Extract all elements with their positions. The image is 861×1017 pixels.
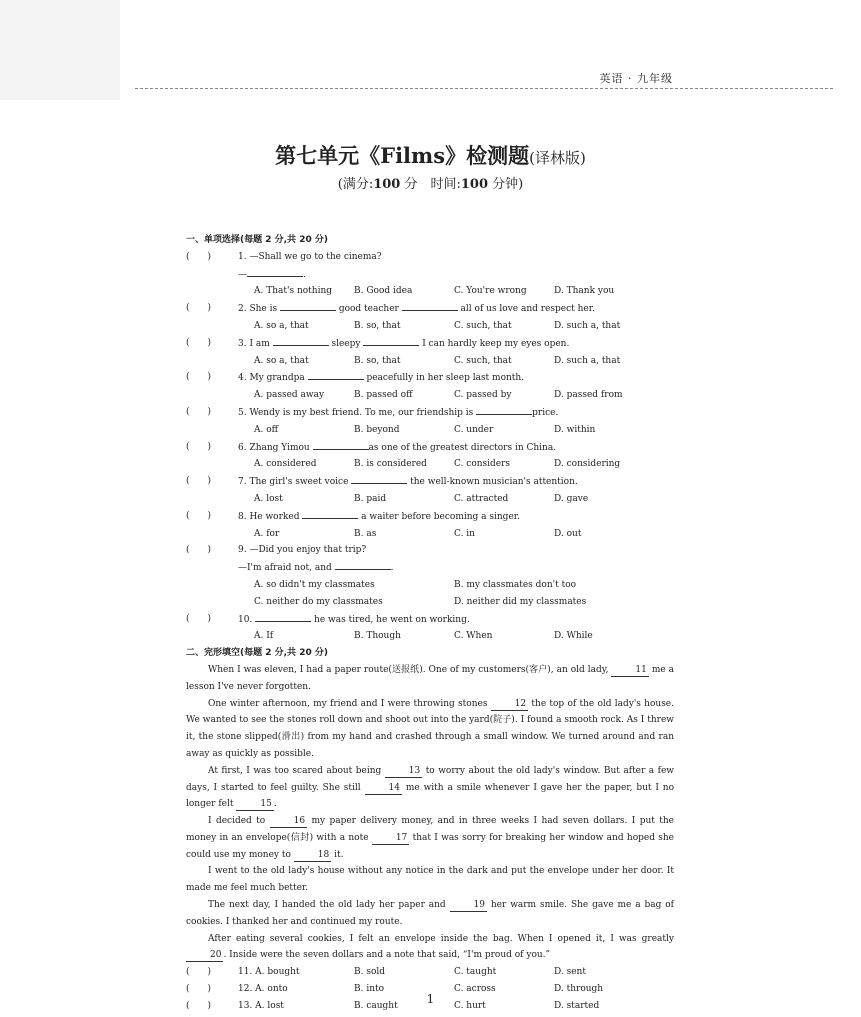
option-c[interactable]: C. You're wrong	[454, 286, 527, 297]
title-edition: (译林版)	[529, 149, 586, 167]
option-c[interactable]: C. considers	[454, 459, 511, 470]
question-6: ( ) 6. Zhang Yimou as one of the greatest directors in China.	[186, 439, 674, 457]
option-a[interactable]: A. off	[254, 424, 279, 435]
answer-paren[interactable]: ( )	[186, 984, 212, 995]
page-corner-shade	[0, 0, 120, 100]
option-c[interactable]: C. across	[454, 984, 496, 995]
answer-blank[interactable]	[402, 300, 458, 311]
question-8: ( ) 8. He worked a waiter before becoming a singer.	[186, 508, 674, 526]
answer-paren[interactable]: ( )	[186, 1000, 212, 1011]
passage-paragraph-6: The next day, I handed the old lady her paper and 19 her warm smile. She gave me a bag of cookies. I thanked her and continued my route.	[186, 900, 674, 927]
answer-blank[interactable]	[335, 559, 391, 570]
option-c[interactable]: C. passed by	[454, 390, 512, 401]
option-a[interactable]: A. lost	[254, 493, 283, 504]
answer-paren[interactable]: ( )	[186, 476, 212, 487]
option-d[interactable]: D. neither did my classmates	[454, 596, 587, 607]
cloze-blank-16[interactable]: 16	[270, 815, 307, 828]
answer-paren[interactable]: ( )	[186, 545, 212, 556]
section-heading-1: 一、单项选择(每题 2 分,共 20 分)	[186, 235, 328, 245]
passage-paragraph-4: I decided to 16 my paper delivery money, and in three weeks I had seven dollars. I put the money in an envelope(信封) with a note 17 that I was sorry for breaking her window and hoped she could use my money to 18 it.	[186, 816, 675, 860]
passage-paragraph-3: At first, I was too scared about being 13 to worry about the old lady's window. But after a few days, I started to feel guilty. She still 14 me with a smile whenever I gave her the paper, but I no longer felt 15 .	[186, 765, 674, 810]
option-a[interactable]: A. so a, that	[254, 320, 309, 331]
option-b[interactable]: B. Good idea	[354, 286, 413, 297]
cloze-blank-19[interactable]: 19	[450, 899, 487, 912]
question-4: ( ) 4. My grandpa peacefully in her sleep last month.	[186, 369, 674, 387]
answer-paren[interactable]: ( )	[186, 251, 212, 262]
section-heading-2: 二、完形填空(每题 2 分,共 20 分)	[186, 648, 328, 659]
options-4	[186, 387, 674, 404]
question-10: ( ) 10. he was tired, he went on working.	[186, 611, 674, 629]
answer-blank[interactable]	[255, 611, 311, 622]
option-c[interactable]: C. attracted	[454, 493, 509, 504]
score-value: 100	[373, 177, 401, 192]
answer-blank[interactable]	[363, 335, 419, 346]
question-stem: 1. —Shall we go to the cinema?	[238, 251, 382, 262]
option-d[interactable]: D. While	[554, 631, 593, 642]
answer-paren[interactable]: ( )	[186, 441, 212, 452]
question-7: ( ) 7. The girl's sweet voice the well-known musician's attention.	[186, 473, 674, 491]
options-1	[186, 283, 674, 300]
option-d[interactable]: D. started	[554, 1000, 600, 1011]
options-10	[186, 628, 674, 645]
option-d[interactable]: D. passed from	[554, 390, 623, 401]
options-9-row-1	[186, 577, 674, 594]
answer-paren[interactable]: ( )	[186, 967, 212, 978]
cloze-question-11	[186, 964, 674, 981]
options-9-row-2	[186, 594, 674, 611]
passage-paragraph-2: One winter afternoon, my friend and I were throwing stones 12 the top of the old lady's house. We wanted to see the stones roll down and shoot out into the yard(院子). I found a smooth rock. As I threw it, the stone slipped(滑出) from my hand and crashed through a small window. We turned around and ran away as quickly as possible.	[186, 698, 674, 759]
options-2	[186, 318, 674, 335]
question-9	[186, 542, 674, 559]
question-3: ( ) 3. I am sleepy I can hardly keep my eyes open.	[186, 335, 674, 353]
option-a[interactable]: A. passed away	[254, 390, 325, 401]
page-title	[0, 140, 861, 170]
exam-info-mid: 分 时间:	[400, 177, 461, 192]
title-main: 第七单元《Films》检测题	[275, 143, 530, 168]
answer-paren[interactable]: ( )	[186, 303, 212, 314]
option-a[interactable]: 13. A. lost	[238, 1000, 284, 1011]
options-8	[186, 526, 674, 543]
exam-info-suffix: 分钟)	[488, 177, 524, 192]
option-b[interactable]: B. my classmates don't too	[454, 579, 577, 590]
option-c[interactable]: C. When	[454, 631, 493, 642]
answer-blank[interactable]	[247, 266, 303, 277]
cloze-blank-11[interactable]: 11	[611, 664, 648, 677]
cloze-blank-17[interactable]: 17	[372, 832, 409, 845]
option-d[interactable]: D. gave	[554, 493, 589, 504]
passage-paragraph-7: After eating several cookies, I felt an envelope inside the bag. When I opened it, I was greatly 20 . Inside were the seven dollars and a note that said, “I'm proud of you.”	[186, 931, 674, 965]
exam-info-prefix: (满分:	[337, 177, 374, 192]
option-c[interactable]: C. taught	[454, 967, 497, 978]
exam-info	[0, 173, 861, 192]
exam-content: 一、单项选择(每题 2 分,共 20 分) ( ) 1. —Shall we go to the cinema? — . A. That's nothing B. Good idea C. You're wrong D. Thank you ( ) 2. She is good teacher all of us love and respect her. A. so a, that B. so, that C. such, that D. such a, that ( ) 3. I am sleepy I can hardly keep my eyes open. A. so a, that B. so, that C. such, that D. such a, that ( ) 4. My grandpa peacefully in her sleep last month. A. passed away B. passed off C. passed by D. passed from ( ) 5. Wendy is my best friend. To me, our friendship is price. A. off B. beyond C. under D. within ( ) 6. Zhang Yimou as one of the greatest directors in China. A. considered B. is considered C. considers D. considering ( ) 7. The girl's sweet voice the well-known musician's attention. A. lost B. paid C. attracted D. gave ( ) 8. He worked a waiter before becoming a singer. A. for B. as C. in D. out ( ) 9. —Did you enjoy that trip? —I'm afraid not, and . A. so didn't my classmates B. my classmates don't too C. neither do my classmates D. neither did my classmates ( ) 10. he was tired, he went on working. A. If B. Though C. When D. While 二、完形填空(每题 2 分,共 20 分) When I was eleven, I had a paper route(送报纸). One of my customers(客户), an old lady, 11 me a lesson I've never forgotten. One winter afternoon, my friend and I were throwing stones 12 the top of the old lady's house. We wanted to see the stones roll down and shoot out into the yard(院子). I found a smooth rock. As I threw it, the stone slipped(滑出) from my hand and crashed through a small window. We turned around and ran away as quickly as possible. At first, I was too scared about being 13 to worry about the old lady's window. But after a few days, I started to feel guilty. She still 14 me with a smile whenever I gave her the paper, but I no longer felt 15 . I decided to 16 my paper delivery money, and in three weeks I had seven dollars. I put the money in an envelope(信封) with a note 17 that I was sorry for breaking her window and hoped she could use my money to 18 it. I went to the old lady's house without any notice in the dark and put the envelope under her door. It made me feel much better. The next day, I handed the old lady her paper and 19 her warm smile. She gave me a bag of cookies. I thanked her and continued my route. After eating several cookies, I felt an envelope inside the bag. When I opened it, I was greatly 20 . Inside were the seven dollars and a note that said, “I'm proud of you.” ( ) 11. A. bought B. sold C. taught D. sent ( ) 12. A. onto B. into C. across D. through ( ) 13. A. lost B. caught C. hurt D. started	[186, 232, 674, 1015]
option-b[interactable]: B. passed off	[354, 390, 413, 401]
cloze-blank-18[interactable]: 18	[294, 849, 331, 862]
option-d[interactable]: D. such a, that	[554, 355, 621, 366]
option-a[interactable]: A. for	[254, 528, 280, 539]
question-1	[186, 249, 674, 266]
cloze-blank-15[interactable]: 15	[236, 798, 273, 811]
answer-blank[interactable]	[308, 369, 364, 380]
option-b[interactable]: B. so, that	[354, 320, 401, 331]
option-c[interactable]: C. in	[454, 528, 475, 539]
option-c[interactable]: C. such, that	[454, 355, 512, 366]
answer-blank[interactable]	[273, 335, 329, 346]
passage-paragraph-5: I went to the old lady's house without any notice in the dark and put the envelope under her door. It made me feel much better.	[186, 866, 674, 894]
option-d[interactable]: D. sent	[554, 967, 586, 978]
option-a[interactable]: 12. A. onto	[238, 984, 288, 995]
option-c[interactable]: C. neither do my classmates	[254, 596, 383, 607]
option-b[interactable]: B. into	[354, 984, 385, 995]
answer-paren[interactable]: ( )	[186, 372, 212, 383]
answer-blank[interactable]	[476, 404, 532, 415]
options-6	[186, 456, 674, 473]
question-5: ( ) 5. Wendy is my best friend. To me, our friendship is price.	[186, 404, 674, 422]
question-stem: 9. —Did you enjoy that trip?	[238, 545, 367, 556]
option-a[interactable]: A. If	[254, 631, 274, 642]
options-5	[186, 422, 674, 439]
option-a[interactable]: A. so a, that	[254, 355, 309, 366]
option-b[interactable]: B. Though	[354, 631, 401, 642]
answer-paren[interactable]: ( )	[186, 510, 212, 521]
dialogue-dash: —	[238, 269, 247, 280]
option-d[interactable]: D. through	[554, 984, 604, 995]
option-a[interactable]: A. so didn't my classmates	[254, 579, 375, 590]
header-divider	[135, 88, 833, 89]
option-c[interactable]: C. under	[454, 424, 494, 435]
answer-blank[interactable]	[302, 508, 358, 519]
question-2: ( ) 2. She is good teacher all of us love and respect her.	[186, 300, 674, 318]
option-b[interactable]: B. sold	[354, 967, 386, 978]
options-3	[186, 353, 674, 370]
answer-blank[interactable]	[351, 473, 407, 484]
cloze-blank-12[interactable]: 12	[491, 698, 528, 711]
option-d[interactable]: D. Thank you	[554, 286, 615, 297]
option-b[interactable]: B. so, that	[354, 355, 401, 366]
option-b[interactable]: B. as	[354, 528, 377, 539]
subject-grade-label: 英语 · 九年级	[599, 72, 673, 85]
page-number: 1	[426, 992, 435, 1006]
options-7	[186, 491, 674, 508]
option-d[interactable]: D. out	[554, 528, 582, 539]
passage-paragraph-1: When I was eleven, I had a paper route(送报纸). One of my customers(客户), an old lady, 11 me a lesson I've never forgotten.	[186, 664, 674, 692]
answer-paren[interactable]: ( )	[186, 337, 212, 348]
option-a[interactable]: A. That's nothing	[254, 286, 333, 297]
cloze-blank-13[interactable]: 13	[385, 765, 422, 778]
option-b[interactable]: B. beyond	[354, 424, 400, 435]
time-value: 100	[460, 177, 489, 192]
answer-blank[interactable]	[313, 439, 369, 450]
cloze-blank-20[interactable]: 20	[186, 949, 223, 962]
answer-paren[interactable]: ( )	[186, 613, 212, 624]
option-c[interactable]: C. such, that	[454, 320, 512, 331]
option-b[interactable]: B. is considered	[354, 459, 427, 470]
option-d[interactable]: D. within	[554, 424, 596, 435]
option-b[interactable]: B. paid	[354, 493, 387, 504]
option-a[interactable]: A. considered	[254, 459, 317, 470]
option-c[interactable]: C. hurt	[454, 1000, 486, 1011]
cloze-blank-14[interactable]: 14	[365, 782, 402, 795]
answer-blank[interactable]	[280, 300, 336, 311]
answer-paren[interactable]: ( )	[186, 406, 212, 417]
option-d[interactable]: D. such a, that	[554, 320, 621, 331]
option-d[interactable]: D. considering	[554, 459, 621, 470]
option-a[interactable]: 11. A. bought	[238, 967, 300, 978]
option-b[interactable]: B. caught	[354, 1000, 398, 1011]
